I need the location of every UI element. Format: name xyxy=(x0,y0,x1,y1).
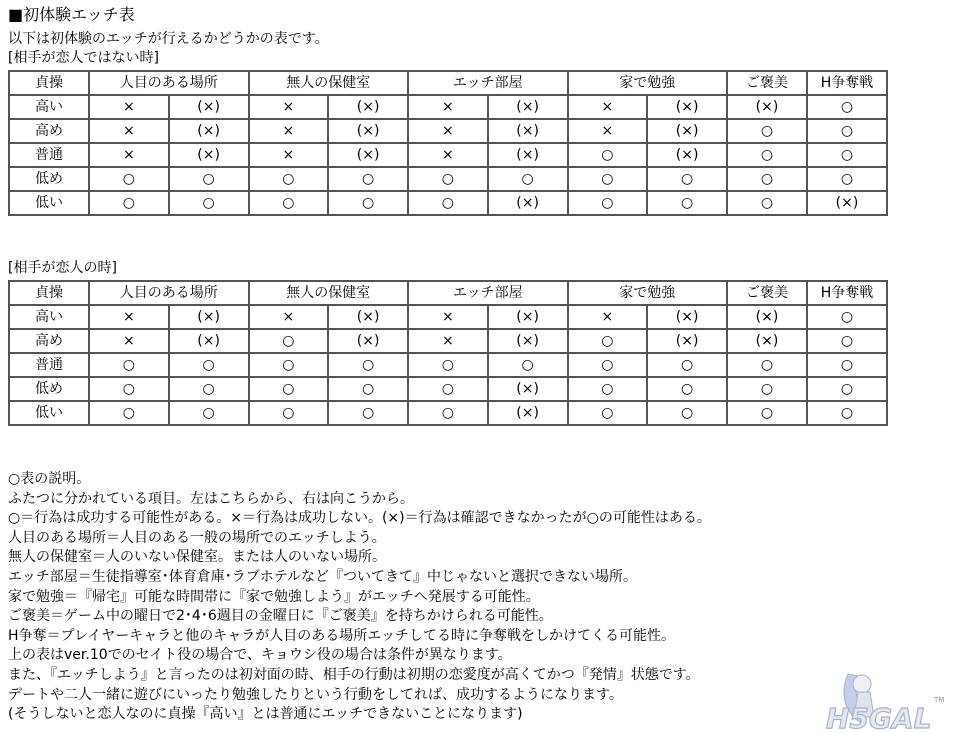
note-line: また、『エッチしよう』と言ったのは初対面の時、相手の行動は初期の恋愛度が高くてかつ『発情』状態です。 xyxy=(8,666,700,683)
result-cell: ○ xyxy=(568,167,648,191)
row-label-cell: 高め xyxy=(9,119,89,143)
result-cell: ○ xyxy=(568,377,648,401)
result-cell: (×) xyxy=(488,377,568,401)
header-public-place: 人目のある場所 xyxy=(89,281,249,305)
result-cell: ○ xyxy=(807,377,887,401)
result-cell: × xyxy=(89,329,169,353)
result-cell: (×) xyxy=(647,143,727,167)
note-line: 無人の保健室＝人のいない保健室。または人のいない場所。 xyxy=(8,549,386,566)
result-cell: ○ xyxy=(169,191,249,215)
result-cell: ○ xyxy=(488,167,568,191)
result-cell: (×) xyxy=(328,119,408,143)
result-cell: ○ xyxy=(807,353,887,377)
result-cell: ○ xyxy=(169,167,249,191)
result-cell: × xyxy=(408,95,488,119)
row-label-cell: 高い xyxy=(9,305,89,329)
watermark-text: H5GAL xyxy=(826,702,932,733)
table-body-2 xyxy=(9,305,887,425)
result-cell: (×) xyxy=(647,329,727,353)
result-cell: ○ xyxy=(89,401,169,425)
row-label-cell: 低め xyxy=(9,167,89,191)
row-label-cell: 普通 xyxy=(9,143,89,167)
result-cell: ○ xyxy=(328,353,408,377)
result-cell: (×) xyxy=(727,95,807,119)
result-cell: ○ xyxy=(89,353,169,377)
result-cell: (×) xyxy=(169,119,249,143)
result-cell: (×) xyxy=(488,143,568,167)
result-cell: ○ xyxy=(169,353,249,377)
result-cell: ○ xyxy=(647,353,727,377)
result-cell: ○ xyxy=(249,401,329,425)
result-cell: × xyxy=(249,119,329,143)
result-cell: ○ xyxy=(807,401,887,425)
result-cell: ○ xyxy=(89,167,169,191)
header-study-at-home: 家で勉強 xyxy=(568,281,728,305)
result-cell: (×) xyxy=(328,95,408,119)
note-line: エッチ部屋＝生徒指導室･体育倉庫･ラブホテルなど『ついてきて』中じゃないと選択できない場所。 xyxy=(8,568,638,585)
result-cell: (×) xyxy=(328,329,408,353)
table-row xyxy=(9,401,887,425)
watermark-logo xyxy=(818,662,953,733)
result-cell: (×) xyxy=(488,191,568,215)
result-cell: ○ xyxy=(408,353,488,377)
header-h-battle: H争奪戦 xyxy=(807,71,887,95)
table-body-1 xyxy=(9,95,887,215)
result-cell: ○ xyxy=(408,191,488,215)
note-line: ご褒美＝ゲーム中の曜日で2･4･6週目の金曜日に『ご褒美』を持ちかけられる可能性。 xyxy=(8,608,553,625)
result-cell: ○ xyxy=(727,377,807,401)
result-cell: × xyxy=(249,305,329,329)
result-cell: ○ xyxy=(408,401,488,425)
result-cell: ○ xyxy=(89,377,169,401)
row-label-cell: 低い xyxy=(9,191,89,215)
header-row xyxy=(9,281,887,305)
header-public-place: 人目のある場所 xyxy=(89,71,249,95)
result-cell: (×) xyxy=(647,95,727,119)
result-cell: ○ xyxy=(249,353,329,377)
result-cell: ○ xyxy=(647,191,727,215)
result-cell: × xyxy=(89,143,169,167)
header-reward: ご褒美 xyxy=(727,71,807,95)
table-lover xyxy=(8,280,888,426)
result-cell: (×) xyxy=(328,305,408,329)
note-line: ○＝行為は成功する可能性がある。×＝行為は成功しない。(×)＝行為は確認できなかったが○の可能性はある。 xyxy=(8,510,711,527)
table-row xyxy=(9,143,887,167)
page-title: ■初体験エッチ表 xyxy=(8,5,135,24)
table-row xyxy=(9,377,887,401)
result-cell: ○ xyxy=(488,353,568,377)
result-cell: ○ xyxy=(249,377,329,401)
result-cell: × xyxy=(89,95,169,119)
result-cell: × xyxy=(89,305,169,329)
header-h-room: エッチ部屋 xyxy=(408,281,568,305)
intro-text: 以下は初体験のエッチが行えるかどうかの表です。 xyxy=(8,31,329,47)
table-row xyxy=(9,305,887,329)
header-empty-infirmary: 無人の保健室 xyxy=(249,281,409,305)
table-row xyxy=(9,191,887,215)
result-cell: (×) xyxy=(488,119,568,143)
table-row xyxy=(9,167,887,191)
result-cell: (×) xyxy=(807,191,887,215)
row-label-cell: 低め xyxy=(9,377,89,401)
result-cell: ○ xyxy=(328,167,408,191)
result-cell: × xyxy=(89,119,169,143)
note-line: 家で勉強＝『帰宅』可能な時間帯に『家で勉強しよう』がエッチへ発展する可能性。 xyxy=(8,588,540,605)
table-row xyxy=(9,95,887,119)
result-cell: × xyxy=(408,305,488,329)
result-cell: ○ xyxy=(727,191,807,215)
header-study-at-home: 家で勉強 xyxy=(568,71,728,95)
result-cell: × xyxy=(568,95,648,119)
header-chastity: 貞操 xyxy=(9,281,89,305)
table-row xyxy=(9,329,887,353)
result-cell: (×) xyxy=(488,329,568,353)
result-cell: ○ xyxy=(568,143,648,167)
result-cell: ○ xyxy=(647,401,727,425)
watermark-tm: TM xyxy=(934,696,945,704)
result-cell: (×) xyxy=(647,305,727,329)
result-cell: ○ xyxy=(249,191,329,215)
note-line: ふたつに分かれている項目。左はこちらから、右は向こうから。 xyxy=(8,490,414,507)
result-cell: ○ xyxy=(807,305,887,329)
note-line: (そうしないと恋人なのに貞操『高い』とは普通にエッチできないことになります) xyxy=(8,706,523,723)
result-cell: ○ xyxy=(328,401,408,425)
result-cell: ○ xyxy=(568,353,648,377)
result-cell: ○ xyxy=(568,191,648,215)
result-cell: ○ xyxy=(249,329,329,353)
result-cell: ○ xyxy=(727,353,807,377)
header-chastity: 貞操 xyxy=(9,71,89,95)
row-label-cell: 低い xyxy=(9,401,89,425)
result-cell: ○ xyxy=(727,119,807,143)
note-line: H争奪＝プレイヤーキャラと他のキャラが人目のある場所エッチしてる時に争奪戦をしかけてくる可能性。 xyxy=(8,627,675,644)
result-cell: (×) xyxy=(488,305,568,329)
result-cell: × xyxy=(408,329,488,353)
result-cell: ○ xyxy=(807,119,887,143)
result-cell: × xyxy=(249,95,329,119)
table-row xyxy=(9,353,887,377)
result-cell: × xyxy=(249,143,329,167)
notes-section xyxy=(8,470,711,725)
note-line: デートや二人一緒に遊びにいったり勉強したりという行動をしてれば、成功するようになります。 xyxy=(8,686,623,703)
result-cell: (×) xyxy=(169,305,249,329)
result-cell: (×) xyxy=(488,95,568,119)
result-cell: × xyxy=(408,143,488,167)
note-line: 上の表はver.10でのセイト役の場合で、キョウシ役の場合は条件が異なります。 xyxy=(8,647,512,664)
header-h-room: エッチ部屋 xyxy=(408,71,568,95)
result-cell: (×) xyxy=(727,329,807,353)
result-cell: × xyxy=(568,119,648,143)
result-cell: ○ xyxy=(727,143,807,167)
result-cell: ○ xyxy=(328,377,408,401)
header-reward: ご褒美 xyxy=(727,281,807,305)
note-line: ○表の説明。 xyxy=(8,471,91,487)
result-cell: (×) xyxy=(727,305,807,329)
result-cell: ○ xyxy=(408,377,488,401)
result-cell: ○ xyxy=(89,191,169,215)
result-cell: ○ xyxy=(727,167,807,191)
result-cell: ○ xyxy=(807,329,887,353)
result-cell: × xyxy=(408,119,488,143)
result-cell: ○ xyxy=(328,191,408,215)
result-cell: ○ xyxy=(807,143,887,167)
row-label-cell: 高め xyxy=(9,329,89,353)
result-cell: ○ xyxy=(169,401,249,425)
result-cell: ○ xyxy=(647,377,727,401)
result-cell: ○ xyxy=(568,401,648,425)
result-cell: (×) xyxy=(328,143,408,167)
table-row xyxy=(9,119,887,143)
table-label-lover: [相手が恋人の時] xyxy=(8,260,117,276)
table-label-not-lover: [相手が恋人ではない時] xyxy=(8,50,159,66)
result-cell: (×) xyxy=(169,143,249,167)
result-cell: ○ xyxy=(647,167,727,191)
result-cell: × xyxy=(568,305,648,329)
result-cell: (×) xyxy=(169,329,249,353)
result-cell: (×) xyxy=(169,95,249,119)
header-empty-infirmary: 無人の保健室 xyxy=(249,71,409,95)
table-not-lover xyxy=(8,70,888,216)
result-cell: ○ xyxy=(249,167,329,191)
result-cell: ○ xyxy=(807,95,887,119)
result-cell: (×) xyxy=(488,401,568,425)
row-label-cell: 高い xyxy=(9,95,89,119)
result-cell: ○ xyxy=(807,167,887,191)
mascot-head xyxy=(853,675,871,693)
header-row xyxy=(9,71,887,95)
result-cell: ○ xyxy=(568,329,648,353)
result-cell: ○ xyxy=(727,401,807,425)
note-line: 人目のある場所＝人目のある一般の場所でのエッチしよう。 xyxy=(8,529,386,546)
result-cell: ○ xyxy=(408,167,488,191)
row-label-cell: 普通 xyxy=(9,353,89,377)
result-cell: ○ xyxy=(169,377,249,401)
result-cell: (×) xyxy=(647,119,727,143)
header-h-battle: H争奪戦 xyxy=(807,281,887,305)
